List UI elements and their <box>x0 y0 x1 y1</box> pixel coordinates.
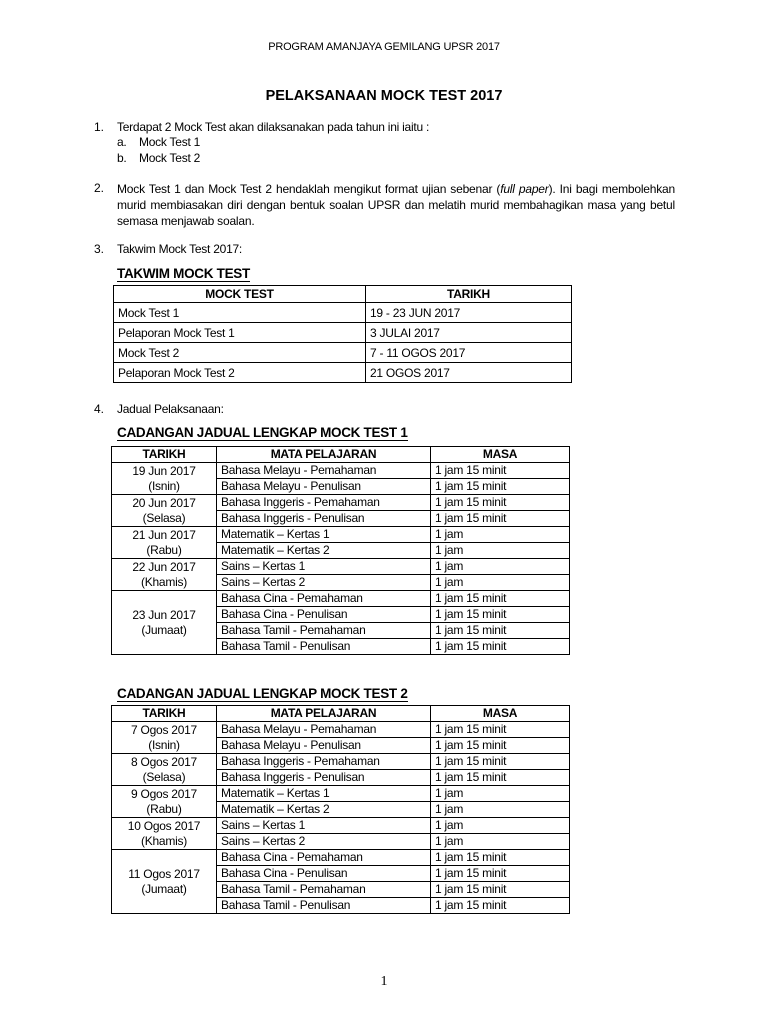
table-cell: 3 JULAI 2017 <box>366 323 572 343</box>
table-header-row <box>112 706 570 722</box>
date-cell: 23 Jun 2017 (Jumaat) <box>112 591 217 655</box>
item-1-text: Terdapat 2 Mock Test akan dilaksanakan pada tahun ini iaitu : <box>117 120 430 134</box>
table-row <box>112 722 570 738</box>
table-cell: 1 jam 15 minit <box>431 511 570 527</box>
page-header: PROGRAM AMANJAYA GEMILANG UPSR 2017 <box>268 41 500 53</box>
date-cell: 22 Jun 2017 (Khamis) <box>112 559 217 591</box>
table-cell: Sains – Kertas 2 <box>217 834 431 850</box>
takwim-title: TAKWIM MOCK TEST <box>117 266 250 281</box>
table-cell: Pelaporan Mock Test 2 <box>114 363 366 383</box>
jadual-2-title: CADANGAN JADUAL LENGKAP MOCK TEST 2 <box>117 686 408 701</box>
item-3-number: 3. <box>94 242 105 256</box>
table-row <box>114 363 572 383</box>
table-cell: Bahasa Cina - Pemahaman <box>217 850 431 866</box>
table-cell: Sains – Kertas 2 <box>217 575 431 591</box>
table-cell: 1 jam 15 minit <box>431 591 570 607</box>
table-header-row <box>114 286 572 303</box>
column-header: TARIKH <box>112 447 217 463</box>
table-row <box>112 850 570 866</box>
table-cell: 1 jam 15 minit <box>431 463 570 479</box>
table-cell: 1 jam 15 minit <box>431 607 570 623</box>
table-row <box>112 463 570 479</box>
item-1-sub-a <box>117 135 200 149</box>
item-2-text-b: ). Ini bagi membolehkan murid membiasakan diri dengan bentuk soalan UPSR dan melatih murid membahagikan masa yang betul semasa menjawab soalan. <box>117 182 676 228</box>
table-cell: 1 jam <box>431 818 570 834</box>
table-header-row <box>112 447 570 463</box>
table-cell: 1 jam <box>431 802 570 818</box>
table-cell: 1 jam 15 minit <box>431 722 570 738</box>
table-cell: Pelaporan Mock Test 1 <box>114 323 366 343</box>
table-cell: 1 jam <box>431 559 570 575</box>
column-header: TARIKH <box>366 286 572 303</box>
table-cell: 1 jam <box>431 786 570 802</box>
table-cell: Bahasa Tamil - Pemahaman <box>217 882 431 898</box>
table-row <box>114 323 572 343</box>
table-cell: 1 jam <box>431 575 570 591</box>
table-cell: Bahasa Tamil - Penulisan <box>217 898 431 914</box>
table-cell: Bahasa Inggeris - Pemahaman <box>217 754 431 770</box>
table-cell: 1 jam 15 minit <box>431 738 570 754</box>
date-cell: 21 Jun 2017 (Rabu) <box>112 527 217 559</box>
table-cell: Matematik – Kertas 1 <box>217 527 431 543</box>
column-header: MASA <box>431 706 570 722</box>
takwim-table <box>113 285 572 383</box>
table-cell: 1 jam <box>431 834 570 850</box>
table-cell: 1 jam 15 minit <box>431 479 570 495</box>
table-cell: 1 jam 15 minit <box>431 770 570 786</box>
item-4-number: 4. <box>94 402 105 416</box>
table-cell: Bahasa Cina - Pemahaman <box>217 591 431 607</box>
item-1-number: 1. <box>94 120 105 134</box>
table-row <box>114 343 572 363</box>
table-cell: 1 jam 15 minit <box>431 623 570 639</box>
table-cell: Matematik – Kertas 2 <box>217 543 431 559</box>
table-row <box>112 527 570 543</box>
table-cell: 1 jam 15 minit <box>431 866 570 882</box>
table-row <box>112 495 570 511</box>
sub-text: Mock Test 2 <box>139 151 201 165</box>
table-cell: Bahasa Cina - Penulisan <box>217 607 431 623</box>
table-row <box>114 303 572 323</box>
table-row <box>112 591 570 607</box>
column-header: MASA <box>431 447 570 463</box>
table-row <box>112 786 570 802</box>
sub-label: b. <box>117 151 127 165</box>
table-cell: Bahasa Inggeris - Penulisan <box>217 511 431 527</box>
table-cell: 7 - 11 OGOS 2017 <box>366 343 572 363</box>
item-1-sub-b <box>117 151 200 165</box>
table-cell: 21 OGOS 2017 <box>366 363 572 383</box>
table-cell: 1 jam <box>431 527 570 543</box>
date-cell: 9 Ogos 2017 (Rabu) <box>112 786 217 818</box>
date-cell: 11 Ogos 2017 (Jumaat) <box>112 850 217 914</box>
date-cell: 8 Ogos 2017 (Selasa) <box>112 754 217 786</box>
table-cell: 1 jam 15 minit <box>431 639 570 655</box>
item-4-text: Jadual Pelaksanaan: <box>117 402 224 416</box>
column-header: MATA PELAJARAN <box>217 447 431 463</box>
item-2-text-a: Mock Test 1 dan Mock Test 2 hendaklah mengikut format ujian sebenar ( <box>117 182 501 196</box>
column-header: MOCK TEST <box>114 286 366 303</box>
item-2-number: 2. <box>94 181 105 195</box>
table-row <box>112 754 570 770</box>
sub-text: Mock Test 1 <box>139 135 201 149</box>
table-cell: Bahasa Inggeris - Pemahaman <box>217 495 431 511</box>
date-cell: 20 Jun 2017 (Selasa) <box>112 495 217 527</box>
column-header: TARIKH <box>112 706 217 722</box>
sub-label: a. <box>117 135 127 149</box>
table-cell: Bahasa Cina - Penulisan <box>217 866 431 882</box>
table-cell: 19 - 23 JUN 2017 <box>366 303 572 323</box>
jadual-1-table <box>111 446 570 655</box>
page-title: PELAKSANAAN MOCK TEST 2017 <box>265 88 503 104</box>
table-row <box>112 559 570 575</box>
page-number: 1 <box>380 974 388 989</box>
table-cell: Bahasa Tamil - Pemahaman <box>217 623 431 639</box>
table-cell: Sains – Kertas 1 <box>217 559 431 575</box>
table-cell: 1 jam <box>431 543 570 559</box>
column-header: MATA PELAJARAN <box>217 706 431 722</box>
table-cell: Bahasa Tamil - Penulisan <box>217 639 431 655</box>
table-cell: Matematik – Kertas 1 <box>217 786 431 802</box>
table-cell: Bahasa Inggeris - Penulisan <box>217 770 431 786</box>
table-cell: Matematik – Kertas 2 <box>217 802 431 818</box>
table-cell: 1 jam 15 minit <box>431 898 570 914</box>
table-cell: Sains – Kertas 1 <box>217 818 431 834</box>
table-cell: Bahasa Melayu - Penulisan <box>217 738 431 754</box>
table-cell: Bahasa Melayu - Pemahaman <box>217 463 431 479</box>
table-cell: 1 jam 15 minit <box>431 754 570 770</box>
table-cell: 1 jam 15 minit <box>431 495 570 511</box>
item-3-text: Takwim Mock Test 2017: <box>117 242 242 256</box>
table-cell: Mock Test 1 <box>114 303 366 323</box>
jadual-1-title: CADANGAN JADUAL LENGKAP MOCK TEST 1 <box>117 425 408 440</box>
item-2-text-italic: full paper <box>500 182 549 196</box>
jadual-2-table <box>111 705 570 914</box>
table-cell: Mock Test 2 <box>114 343 366 363</box>
table-cell: 1 jam 15 minit <box>431 850 570 866</box>
date-cell: 7 Ogos 2017 (Isnin) <box>112 722 217 754</box>
table-row <box>112 818 570 834</box>
table-cell: Bahasa Melayu - Penulisan <box>217 479 431 495</box>
date-cell: 10 Ogos 2017 (Khamis) <box>112 818 217 850</box>
table-cell: 1 jam 15 minit <box>431 882 570 898</box>
item-2-text <box>117 181 675 229</box>
table-cell: Bahasa Melayu - Pemahaman <box>217 722 431 738</box>
date-cell: 19 Jun 2017 (Isnin) <box>112 463 217 495</box>
